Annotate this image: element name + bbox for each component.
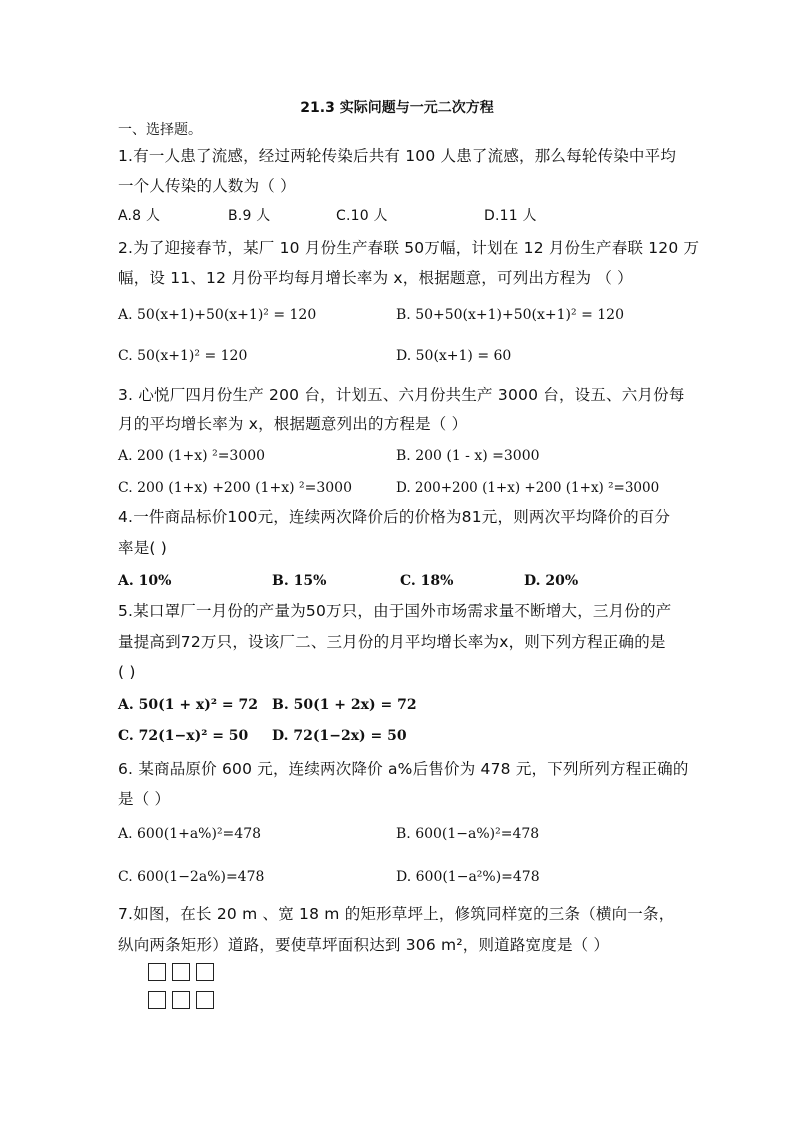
question-6-line-1: 6. 某商品原价 600 元，连续两次降价 a%后售价为 478 元，下列所列方程正确的: [118, 760, 689, 778]
question-6-option-a[interactable]: A. 600(1+a%)²=478: [118, 826, 262, 842]
question-2-option-b[interactable]: B. 50+50(x+1)+50(x+1)² = 120: [396, 307, 624, 323]
question-5-line-3: ( ): [118, 663, 136, 681]
question-1-option-a[interactable]: A.8 人: [118, 208, 161, 224]
question-3-line-2: 月的平均增长率为 x，根据题意列出的方程是（ ）: [118, 415, 468, 433]
question-1-option-b[interactable]: B.9 人: [228, 208, 271, 224]
question-5-option-d[interactable]: D. 72(1−2x) = 50: [272, 728, 407, 744]
section-heading: 一、选择题。: [118, 122, 202, 138]
question-6-option-d[interactable]: D. 600(1−a²%)=478: [396, 869, 540, 885]
page-title: 21.3 实际问题与一元二次方程: [300, 100, 494, 116]
question-4-option-b[interactable]: B. 15%: [272, 573, 327, 589]
lawn-plot: [148, 963, 166, 981]
lawn-plot: [172, 991, 190, 1009]
lawn-plot: [148, 991, 166, 1009]
lawn-plot: [172, 963, 190, 981]
question-4-option-d[interactable]: D. 20%: [524, 573, 579, 589]
question-1-line-1: 1.有一人患了流感，经过两轮传染后共有 100 人患了流感，那么每轮传染中平均: [118, 147, 677, 165]
question-2-line-1: 2.为了迎接春节，某厂 10 月份生产春联 50万幅，计划在 12 月份生产春联 120 万: [118, 239, 700, 257]
question-4-option-c[interactable]: C. 18%: [400, 573, 454, 589]
question-2-option-d[interactable]: D. 50(x+1) = 60: [396, 348, 512, 364]
question-1-line-2: 一个人传染的人数为（ ）: [118, 177, 296, 195]
question-5-option-b[interactable]: B. 50(1 + 2x) = 72: [272, 697, 417, 713]
question-6-option-b[interactable]: B. 600(1−a%)²=478: [396, 826, 540, 842]
question-3-option-c[interactable]: C. 200 (1+x) +200 (1+x) ²=3000: [118, 480, 352, 496]
lawn-plot: [196, 963, 214, 981]
question-5-option-c[interactable]: C. 72(1−x)² = 50: [118, 728, 249, 744]
question-1-option-c[interactable]: C.10 人: [336, 208, 388, 224]
question-4-option-a[interactable]: A. 10%: [118, 573, 172, 589]
question-3-option-a[interactable]: A. 200 (1+x) ²=3000: [118, 448, 266, 464]
question-3-option-b[interactable]: B. 200 (1 - x) =3000: [396, 448, 540, 464]
question-4-line-1: 4.一件商品标价100元，连续两次降价后的价格为81元，则两次平均降价的百分: [118, 508, 671, 526]
question-2-option-c[interactable]: C. 50(x+1)² = 120: [118, 348, 248, 364]
lawn-plot: [196, 991, 214, 1009]
question-3-line-1: 3. 心悦厂四月份生产 200 台，计划五、六月份共生产 3000 台，设五、六月份每: [118, 386, 685, 404]
question-3-option-d[interactable]: D. 200+200 (1+x) +200 (1+x) ²=3000: [396, 480, 660, 496]
question-1-option-d[interactable]: D.11 人: [484, 208, 537, 224]
question-4-line-2: 率是( ): [118, 539, 168, 557]
question-5-line-2: 量提高到72万只，设该厂二、三月份的月平均增长率为x，则下列方程正确的是: [118, 633, 666, 651]
question-2-line-2: 幅，设 11、12 月份平均每月增长率为 x，根据题意，可列出方程为 （ ）: [118, 269, 633, 287]
question-5-option-a[interactable]: A. 50(1 + x)² = 72: [118, 697, 258, 713]
question-7-line-1: 7.如图，在长 20 m 、宽 18 m 的矩形草坪上，修筑同样宽的三条（横向一条，: [118, 905, 675, 923]
question-6-option-c[interactable]: C. 600(1−2a%)=478: [118, 869, 265, 885]
question-7-line-2: 纵向两条矩形）道路，要使草坪面积达到 306 m²，则道路宽度是（ ）: [118, 936, 610, 954]
question-2-option-a[interactable]: A. 50(x+1)+50(x+1)² = 120: [118, 307, 317, 323]
question-6-line-2: 是（ ）: [118, 790, 171, 808]
question-5-line-1: 5.某口罩厂一月份的产量为50万只，由于国外市场需求量不断增大，三月份的产: [118, 602, 672, 620]
